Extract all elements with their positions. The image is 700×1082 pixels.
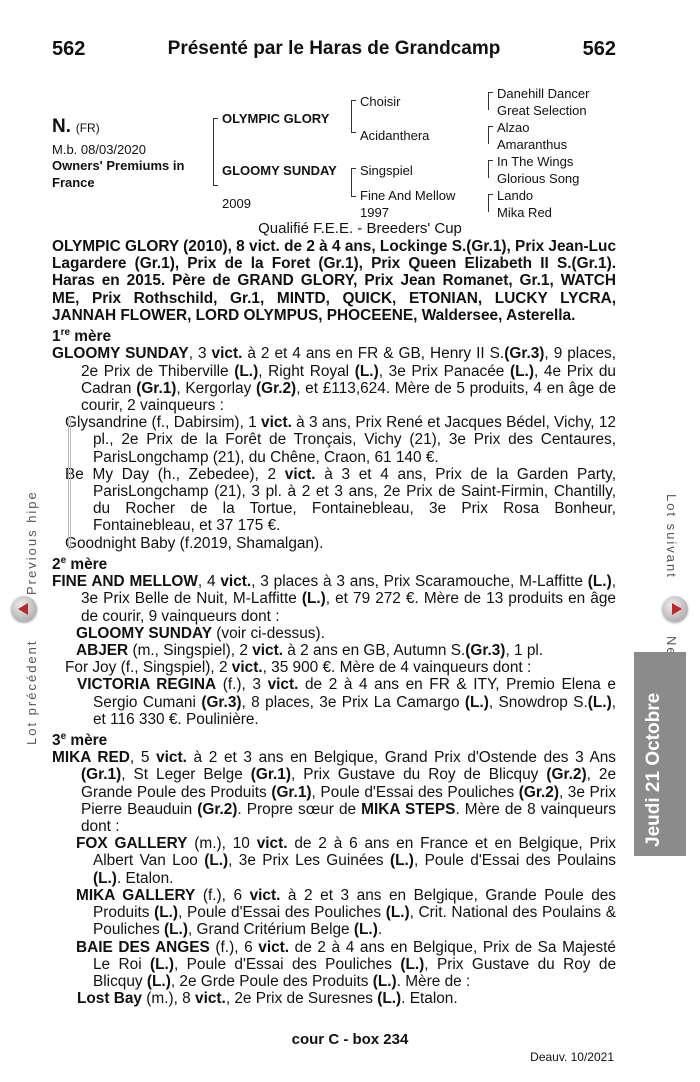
pedigree-bracket (213, 118, 214, 185)
horse-name: N. (52, 116, 71, 137)
first-dam-offspring (52, 414, 616, 552)
pedigree-sds: Alzao (497, 120, 530, 135)
horse-name-line (52, 116, 212, 138)
previous-hipe-link[interactable]: Previous hipe (24, 490, 39, 595)
first-dam-record: GLOOMY SUNDAY, 3 vict. à 2 et 4 ans en FR & GB, Henry II S.(Gr.3), 9 places, 2e Prix de Thiberville (L.), Right Royal (L.), 3e Prix Panacée (L.), 4e Prix du Cadran (Gr.1), Kergorlay (Gr.2), et £113,624. Mère de 5 produits, 4 en âge de courir, 2 vainqueurs : (52, 345, 617, 414)
qualification-line: Qualifié F.E.E. - Breeders' Cup (258, 220, 462, 237)
list-item: ABJER (m., Singspiel), 2 vict. à 2 ans en GB, Autumn S.(Gr.3), 1 pl. (76, 641, 544, 659)
pedigree-dds: Lando (497, 188, 534, 203)
third-dam-name: MIKA RED (52, 749, 130, 767)
pedigree-sire: OLYMPIC GLORY (222, 111, 330, 126)
lot-number-right: 562 (582, 38, 616, 60)
offspring-divider (68, 416, 71, 550)
pedigree-dam-sire: Singspiel (360, 163, 413, 178)
lot-precedent-link[interactable]: Lot précédent (24, 639, 39, 745)
list-item: BAIE DES ANGES (f.), 6 vict. de 2 à 4 ans en Belgique, Prix de Sa Majesté Le Roi (L.), Poule d'Essai des Pouliches (L.), Prix Gustave du Roy de Blicquy (L.), 2e Grde Poule des Produits (L.). Mère de : (76, 938, 617, 990)
pedigree-sss: Danehill Dancer (497, 86, 590, 101)
sale-date: Jeudi 21 Octobre (643, 692, 664, 847)
pedigree-ssd: Great Selection (497, 103, 587, 118)
pedigree-dam-year: 2009 (222, 196, 251, 211)
pedigree-dam-dam-year: 1997 (360, 205, 389, 220)
arrow-left-icon (18, 603, 28, 615)
list-item: Be My Day (h., Zebedee), 2 vict. à 3 et 4 ans, Prix de la Garden Party, ParisLongchamp (21), 3 pl. à 2 et 3 ans, 2e Prix de Saint-Firmin, Chantilly, du Rocher de la Tortue, Fontainebleau, 3e Prix Rosa Bonheur, Fontainebleau, et 37 175 €. (65, 465, 617, 535)
edition-label: Deauv. 10/2021 (530, 1050, 614, 1064)
date-tab[interactable] (634, 652, 686, 856)
list-item: Goodnight Baby (f.2019, Shamalgan). (65, 534, 324, 552)
pedigree-dam-dam: Fine And Mellow (360, 188, 456, 203)
pedigree-sdd: Amaranthus (497, 137, 568, 152)
page-header (52, 38, 616, 62)
horse-identity (52, 116, 212, 191)
list-item: FOX GALLERY (m.), 10 vict. de 2 à 6 ans en France et en Belgique, Prix Albert Van Loo (L.), 3e Prix Les Guinées (L.), Poule d'Essai des Poulains (L.). Etalon. (76, 835, 616, 887)
second-dam-heading: 2e mère (52, 554, 108, 573)
list-item: MIKA GALLERY (f.), 6 vict. à 2 et 3 ans en Belgique, Grande Poule des Produits (L.), Poule d'Essai des Pouliches (L.), Crit. National des Poulains & Pouliches (L.), Grand Critérium Belge (L.). (76, 886, 617, 939)
pedigree-dsd: Glorious Song (497, 171, 580, 186)
third-dam-heading: 3e mère (52, 730, 108, 750)
arrow-right-icon (672, 603, 682, 615)
list-item: GLOOMY SUNDAY (voir ci-dessus). (76, 624, 325, 642)
box-location: cour C - box 234 (291, 1031, 409, 1048)
horse-birth: M.b. 08/03/2020 (52, 142, 146, 157)
list-item: Lost Bay (m.), 8 vict., 2e Prix de Suresnes (L.). Etalon. (77, 990, 458, 1008)
next-lot-button[interactable] (662, 596, 688, 622)
list-item: VICTORIA REGINA (f.), 3 vict. de 2 à 4 ans en FR & ITY, Premio Elena e Sergio Cumani (Gr.3), 8 places, 3e Prix La Camargo (L.), Snowdrop S.(L.), et 116 330 €. Poulinière. (77, 676, 616, 728)
sire-paragraph: OLYMPIC GLORY (2010), 8 vict. de 2 à 4 ans, Lockinge S.(Gr.1), Prix Jean-Luc Lagardere (Gr.1), Prix de la Foret (Gr.1), Prix Queen Elizabeth II S.(Gr.1). Haras en 2015. Père de GRAND GLORY, Prix Jean Romanet, Gr.1, WATCH ME, Prix Rothschild, Gr.1, MINTD, QUICK, ETONIAN, LUCKY LYCRA, JANNAH FLOWER, LORD OLYMPUS, PHOCEENE, Waldersee, Asterella. (52, 238, 616, 324)
list-item: Glysandrine (f., Dabirsim), 1 vict. à 3 ans, Prix René et Jacques Bédel, Vichy, 12 pl., 2e Prix de la Forêt de Tronçais, Vichy (21), 3e Prix des Centaures, ParisLongchamp (21), du Chêne, Craon, 61 140 €. (65, 414, 616, 466)
first-dam-heading: 1re mère (52, 327, 112, 346)
pedigree-dss: In The Wings (497, 154, 574, 169)
previous-lot-button[interactable] (11, 596, 37, 622)
horse-country: (FR) (75, 121, 100, 135)
pedigree-sire-dam: Acidanthera (360, 128, 430, 143)
lot-suivant-link[interactable]: Lot suivant (664, 494, 679, 579)
pedigree-sire-sire: Choisir (360, 94, 401, 109)
third-dam-record: MIKA RED, 5 vict. à 2 et 3 ans en Belgique, Grand Prix d'Ostende des 3 Ans (Gr.1), St Leger Belge (Gr.1), Prix Gustave du Roy de Blicquy (Gr.2), 2e Grande Poule des Produits (Gr.1), Poule d'Essai des Pouliches (Gr.2), 3e Prix Pierre Beauduin (Gr.2). Propre sœur de MIKA STEPS. Mère de 8 vainqueurs dont : (52, 749, 617, 836)
list-item: For Joy (f., Singspiel), 2 vict., 35 900 €. Mère de 4 vainqueurs dont : (65, 659, 532, 677)
pedigree-ddd: Mika Red (497, 205, 552, 220)
first-dam-name: GLOOMY SUNDAY (52, 345, 189, 363)
presenter-title: Présenté par le Haras de Grandcamp (167, 38, 501, 59)
second-dam-record: FINE AND MELLOW, 4 vict., 3 places à 3 ans, Prix Scaramouche, M-Laffitte (L.), 3e Prix Belle de Nuit, M-Laffitte (L.), et 79 272 €. Mère de 13 produits en âge de courir, 9 vainqueurs dont : (52, 573, 616, 625)
catalogue-text (52, 238, 616, 1007)
second-dam-name: FINE AND MELLOW (52, 573, 198, 591)
pedigree-dam: GLOOMY SUNDAY (222, 163, 337, 178)
lot-number-left: 562 (52, 38, 86, 60)
owners-premium: Owners' Premiums in France (52, 158, 185, 190)
